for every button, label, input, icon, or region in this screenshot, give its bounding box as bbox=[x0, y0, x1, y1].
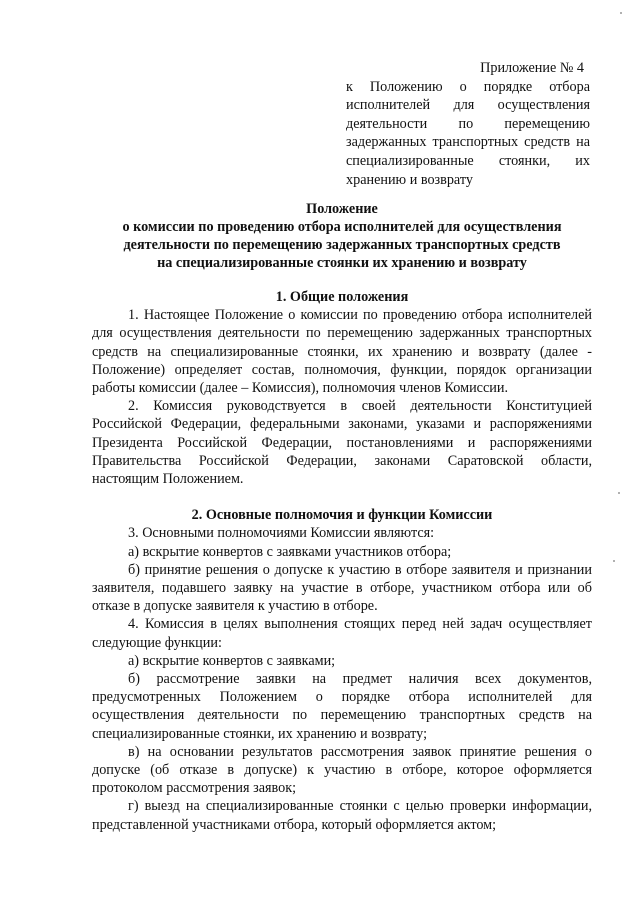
paragraph-3b: б) принятие решения о допуске к участию в отборе заявителя и признании заявителя, подавшего заявку на участие в отборе, участником отбора или об отказе в допуске заявителя к участию в отборе. bbox=[92, 561, 592, 615]
paragraph-2: 2. Комиссия руководствуется в своей деятельности Конституцией Российской Федерации, федеральными законами, указами и распоряжениями Президента Российской Федерации, постановлениями и распоряжениями Правительства Российской Федерации, законами Саратовской области, настоящим Положением. bbox=[92, 398, 592, 488]
scan-speck bbox=[618, 492, 620, 494]
scan-speck bbox=[613, 560, 615, 562]
section-1-title: 1. Общие положения bbox=[275, 289, 409, 305]
paragraph-4b: б) рассмотрение заявки на предмет наличия всех документов, предусмотренных Положением о порядке отбора исполнителей для осуществления деятельности по перемещению транспортных средств на специализированные стоянки, их хранению и возврату; bbox=[92, 671, 592, 742]
section-gap bbox=[92, 488, 592, 506]
appendix-block bbox=[346, 59, 590, 189]
document-heading bbox=[92, 200, 592, 272]
heading-line-4: на специализированные стоянки их хранению и возврату bbox=[157, 255, 527, 271]
heading-line-1: Положение bbox=[306, 201, 378, 217]
paragraph-4: 4. Комиссия в целях выполнения стоящих перед ней задач осуществляет следующие функции: bbox=[92, 616, 592, 651]
scan-speck bbox=[620, 12, 622, 14]
heading-line-3: деятельности по перемещению задержанных транспортных средств bbox=[123, 237, 561, 253]
appendix-title: Приложение № 4 bbox=[480, 60, 584, 76]
paragraph-1: 1. Настоящее Положение о комиссии по проведению отбора исполнителей для осуществления деятельности по перемещению задержанных транспортных средств на специализированные стоянки, их хранению и возврату (далее - Положение) определяет состав, полномочия, функции, порядок организации работы комиссии (далее – Комиссия), полномочия членов Комиссии. bbox=[92, 307, 592, 397]
document-body bbox=[92, 288, 592, 834]
appendix-reference: к Положению о порядке отбора исполнителей для осуществления деятельности по перемещению задержанных транспортных средств на специализированные стоянки, их хранению и возврату bbox=[346, 78, 590, 188]
paragraph-4a: а) вскрытие конвертов с заявками; bbox=[128, 652, 336, 669]
paragraph-3: 3. Основными полномочиями Комиссии являются: bbox=[128, 525, 435, 542]
section-2-title: 2. Основные полномочия и функции Комиссии bbox=[191, 507, 493, 524]
paragraph-4c: в) на основании результатов рассмотрения заявок принятие решения о допуске (об отказе в допуске) к участию в отборе, которое оформляется протоколом рассмотрения заявок; bbox=[92, 743, 592, 797]
paragraph-3a: а) вскрытие конвертов с заявками участников отбора; bbox=[128, 543, 452, 560]
paragraph-4d: г) выезд на специализированные стоянки с целью проверки информации, представленной участниками отбора, который оформляется актом; bbox=[92, 798, 592, 833]
heading-line-2: о комиссии по проведению отбора исполнителей для осуществления bbox=[122, 219, 562, 235]
